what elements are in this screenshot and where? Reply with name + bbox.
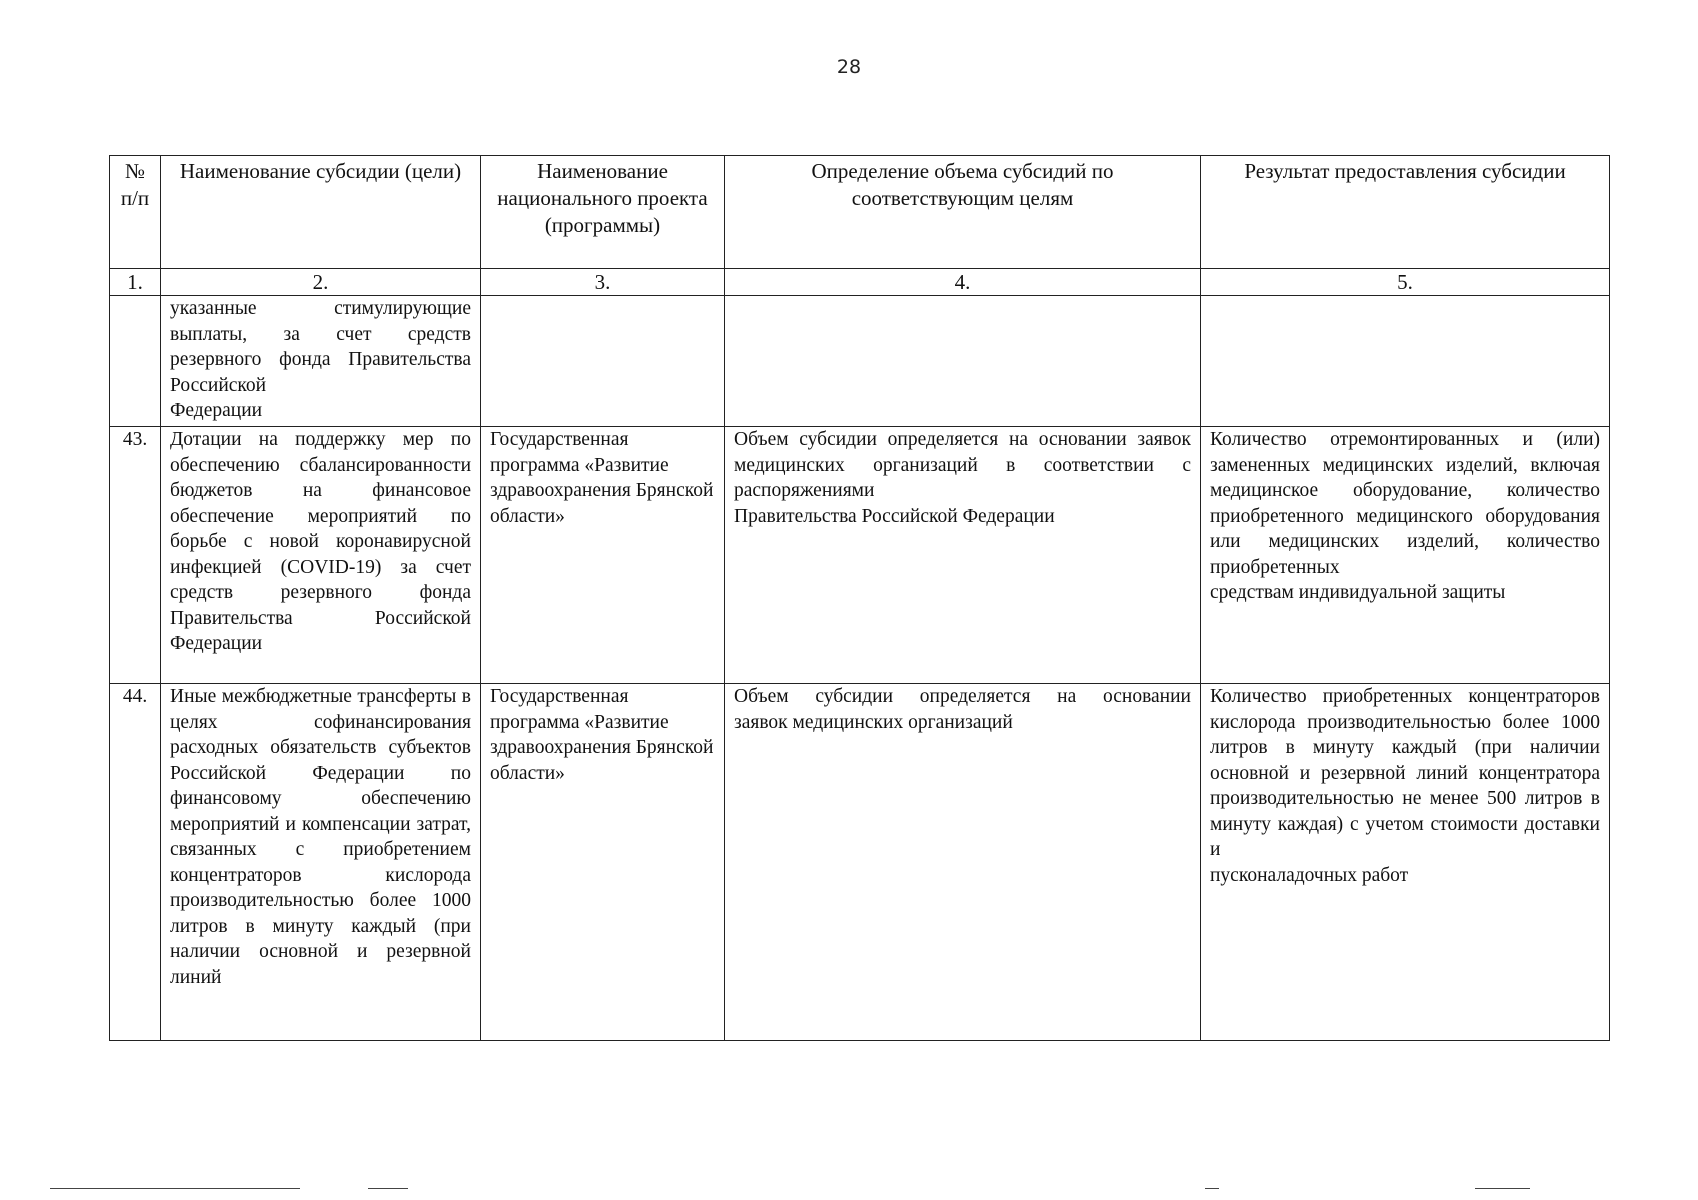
footer-rule: [50, 1188, 300, 1189]
subsidy-table: [109, 155, 1610, 1041]
subsidy-name: Иные межбюджетные трансферты в целях софинансирования расходных обязательств субъектов Российской Федерации по финансовому обеспечению мероприятий и компенсации затрат, связанных с приобретением концентраторов кислорода производительностью более 1000 литров в минуту каждый (при наличии основной и резервной линий: [170, 686, 471, 988]
column-number-row: [110, 269, 1610, 296]
subsidy-name-last-line: Федерации: [170, 633, 263, 654]
volume-text: Объем субсидии определяется на основании заявок медицинских организаций в соответствии с распоряжениями: [734, 429, 1191, 501]
result-text: Количество отремонтированных и (или) замененных медицинских изделий, включая медицинское оборудование, количество приобретенного медицинского оборудования или медицинских изделий, количество приобретенных: [1210, 429, 1600, 578]
result-cell: [1201, 684, 1610, 1041]
subsidy-name: Дотации на поддержку мер по обеспечению сбалансированности бюджетов на финансовое обеспечение мероприятий по борьбе с новой коронавирусной инфекцией (COVID-19) за счет средств резервного фонда Правительства Российской: [170, 429, 471, 629]
footer-rule: [1205, 1188, 1219, 1189]
table-row: [110, 684, 1610, 1041]
header-national-project: Наименование национального проекта (программы): [481, 156, 725, 269]
header-subsidy-name: Наименование субсидии (цели): [161, 156, 481, 269]
column-number: 1.: [110, 269, 161, 296]
result-text: Количество приобретенных концентраторов кислорода производительностью более 1000 литров в минуту каждый (при наличии основной и резервной линий концентратора производительностью не менее 500 литров в минуту каждая) с учетом стоимости доставки и: [1210, 686, 1600, 860]
row-number: 43.: [110, 427, 161, 684]
project-cell: Государственная программа «Развитие здравоохранения Брянской области»: [481, 427, 725, 684]
result-last-line: пусконаладочных работ: [1210, 864, 1409, 886]
subsidy-name: указанные стимулирующие выплаты, за счет средств резервного фонда Правительства Российской: [170, 298, 471, 396]
subsidy-name-cell: [161, 427, 481, 684]
subsidy-name-last-line: Федерации: [170, 400, 263, 421]
project-cell: [481, 296, 725, 427]
row-number: [110, 296, 161, 427]
table-row: [110, 427, 1610, 684]
footer-rule: [368, 1188, 408, 1189]
volume-last-line: заявок медицинских организаций: [734, 711, 1013, 733]
column-number: 4.: [725, 269, 1201, 296]
footer-rule: [1475, 1188, 1530, 1189]
header-result: Результат предоставления субсидии: [1201, 156, 1610, 269]
table-row: [110, 296, 1610, 427]
result-cell: [1201, 296, 1610, 427]
volume-text: Объем субсидии определяется на основании: [734, 686, 1191, 707]
column-number: 5.: [1201, 269, 1610, 296]
table-header-row: [110, 156, 1610, 269]
subsidy-name-cell: [161, 296, 481, 427]
page-number: 28: [836, 56, 862, 78]
result-cell: [1201, 427, 1610, 684]
volume-cell: [725, 684, 1201, 1041]
volume-cell: [725, 296, 1201, 427]
column-number: 3.: [481, 269, 725, 296]
result-last-line: средствам индивидуальной защиты: [1210, 582, 1506, 603]
header-volume-definition: Определение объема субсидий по соответствующим целям: [725, 156, 1201, 269]
volume-cell: [725, 427, 1201, 684]
row-number: 44.: [110, 684, 161, 1041]
volume-last-line: Правительства Российской Федерации: [734, 505, 1055, 527]
header-number: № п/п: [110, 156, 161, 269]
column-number: 2.: [161, 269, 481, 296]
subsidy-name-cell: [161, 684, 481, 1041]
project-cell: Государственная программа «Развитие здравоохранения Брянской области»: [481, 684, 725, 1041]
